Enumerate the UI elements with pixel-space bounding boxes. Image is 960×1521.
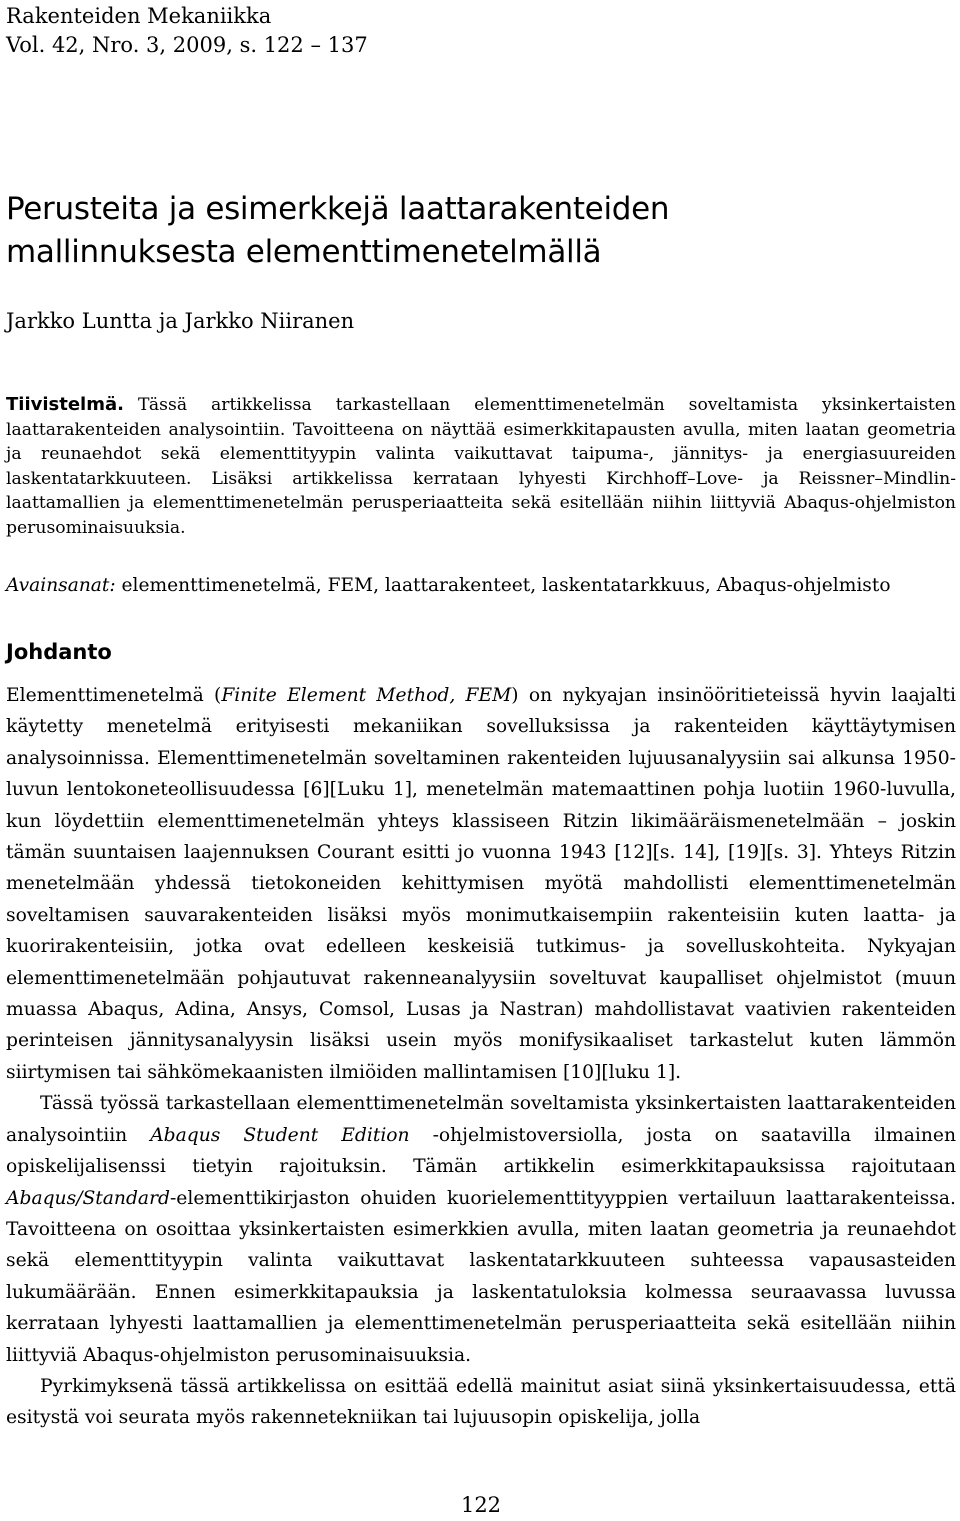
journal-volume: Vol. 42, Nro. 3, 2009, s. 122 – 137	[6, 33, 368, 57]
paragraph-2-text-e: -elementtikirjaston ohuiden kuorielementtityyppien vertailuun laattarakenteissa. Tavoitteena on osoittaa yksinkertaisten esimerkkien avulla, miten laatan geometria ja reunaehdot sekä elementtityypin valinta vaikuttavat laskentatarkkuuteen suhteessa vapausasteiden lukumäärään. Ennen esimerkkitapauksia ja laskentatuloksia kolmessa seuraavassa luvussa kerrataan lyhyesti laattamallien ja elementtimenetelmän perusperiaatteita sekä esitellään niihin liittyviä Abaqus-ohjelmiston perusominaisuuksia.	[6, 1187, 956, 1366]
title-line-1: Perusteita ja esimerkkejä laattarakenteiden	[6, 191, 670, 227]
paragraph-2-italic-d: Abaqus/Standard	[6, 1187, 170, 1209]
keywords	[6, 573, 956, 599]
section-title: Johdanto	[6, 640, 112, 664]
journal-header	[6, 2, 368, 60]
paper-title	[6, 188, 956, 274]
title-line-2: mallinnuksesta elementtimenetelmällä	[6, 234, 602, 270]
paragraph-1	[6, 680, 956, 1088]
paragraph-1-text-c: ) on nykyajan insinööritieteissä hyvin laajalti käytetty menetelmä erityisesti mekaniikan sovelluksissa ja rakenteiden käyttäytymisen analysoinnissa. Elementtimenetelmän soveltaminen rakenteiden lujuusanalyysiin sai alkunsa 1950-luvun lentokoneteollisuudessa [6][Luku 1], menetelmän matemaattinen pohja luotiin 1960-luvulla, kun löydettiin elementtimenetelmän yhteys klassiseen Ritzin likimääräismenetelmään – joskin tämän suuntaisen laajennuksen Courant esitti jo vuonna 1943 [12][s. 14], [19][s. 3]. Yhteys Ritzin menetelmään yhdessä tietokoneiden kehittymisen myötä mahdollisti elementtimenetelmän soveltamisen sauvarakenteiden lisäksi myös monimutkaisempiin rakenteisiin kuten laatta- ja kuorirakenteisiin, jotka ovat edelleen keskeisiä tutkimus- ja sovelluskohteita. Nykyajan elementtimenetelmään pohjautuvat rakenneanalyysiin soveltuvat kaupalliset ohjelmistot (muun muassa Abaqus, Adina, Ansys, Comsol, Lusas ja Nastran) mahdollistavat vaativien rakenteiden perinteisen jännitysanalyysin lisäksi usein myös monifysikaaliset tarkastelut kuten lämmön siirtymisen tai sähkömekaanisten ilmiöiden mallintamisen [10][luku 1].	[6, 685, 957, 1083]
paragraph-2-text-a: Tässä työssä tarkastellaan elementtimenetelmän soveltamista yksinkertaisten laattarakenteiden analysointiin	[6, 1093, 956, 1146]
paragraph-3: Pyrkimyksenä tässä artikkelissa on esittää edellä mainitut asiat siinä yksinkertaisuudessa, että esitystä voi seurata myös rakennetekniikan tai lujuusopin opiskelija, jolla	[6, 1375, 956, 1429]
authors: Jarkko Luntta ja Jarkko Niiranen	[6, 309, 355, 333]
section-body	[6, 680, 956, 1434]
keywords-label: Avainsanat:	[6, 575, 116, 596]
journal-name: Rakenteiden Mekaniikka	[6, 4, 272, 28]
paragraph-2	[6, 1088, 956, 1371]
paragraph-2-text-c: -ohjelmistoversiolla, josta on saatavilla ilmainen opiskelijalisenssi tietyin rajoituksin. Tämän artikkelin esimerkkitapauksissa rajoitutaan	[6, 1124, 956, 1178]
paragraph-1-text-a: Elementtimenetelmä (	[6, 685, 222, 706]
paragraph-1-italic: Finite Element Method, FEM	[221, 685, 512, 706]
keywords-text: elementtimenetelmä, FEM, laattarakenteet, laskentatarkkuus, Abaqus-ohjelmisto	[121, 575, 891, 596]
abstract-heading: Tiivistelmä.	[6, 394, 124, 415]
abstract-text: Tässä artikkelissa tarkastellaan elementtimenetelmän soveltamista yksinkertaisten laattarakenteiden analysointiin. Tavoitteena on näyttää esimerkkitapausten avulla, miten laatan geometria ja reunaehdot sekä elementtityypin valinta vaikuttavat taipuma-, jännitys- ja energiasuureiden laskentatarkkuuteen. Lisäksi artikkelissa kerrataan lyhyesti Kirchhoff–Love- ja Reissner–Mindlin-laattamallien ja elementtimenetelmän perusperiaatteita sekä esitellään niihin liittyviä Abaqus-ohjelmiston perusominaisuuksia.	[6, 395, 956, 538]
paragraph-2-italic-b: Abaqus Student Edition	[150, 1124, 410, 1146]
abstract	[6, 393, 956, 541]
page-number: 122	[460, 1493, 502, 1517]
